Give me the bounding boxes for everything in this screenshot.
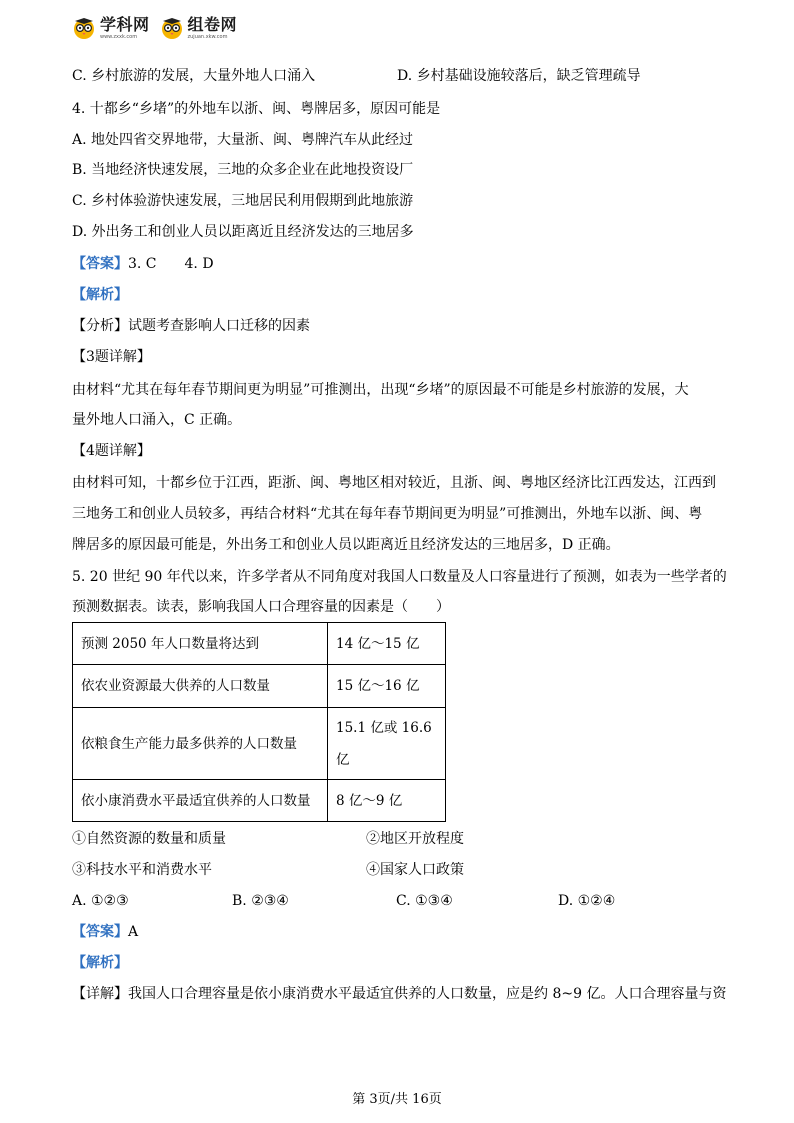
owl-logo-icon <box>72 16 96 40</box>
q3-option-d: D. 乡村基础设施较落后，缺乏管理疏导 <box>397 68 641 84</box>
answer-text: A <box>128 924 139 940</box>
table-cell-value: 15 亿～16 亿 <box>328 665 446 708</box>
answer-tag: 【答案】 <box>72 924 128 940</box>
q4-detail-line2: 三地务工和创业人员较多，再结合材料“尤其在每年春节期间更为明显”可推测出，外地车以浙、闽、粤 <box>72 506 703 522</box>
q4-detail-line3: 牌居多的原因最可能是，外出务工和创业人员以距离近且经济发达的三地居多，D 正确。 <box>72 537 620 553</box>
question-4: 4. 十都乡“乡堵”的外地车以浙、闽、粤牌居多，原因可能是 <box>72 101 441 117</box>
owl-logo-icon <box>160 16 184 40</box>
zujuanwang-logo <box>160 16 238 40</box>
answer-tag: 【答案】 <box>72 256 128 272</box>
table-cell-label: 依小康消费水平最适宜供养的人口数量 <box>73 780 328 822</box>
logo-name: 学科网 <box>100 14 150 34</box>
answer-text: 3. C 4. D <box>128 256 214 272</box>
fenxi-text: 试题考查影响人口迁移的因素 <box>128 318 310 334</box>
q5-option-a: A. ①②③ <box>72 893 129 909</box>
table-cell-value-line1: 15.1 亿或 16.6 <box>336 719 432 736</box>
q4-option-d: D. 外出务工和创业人员以距离近且经济发达的三地居多 <box>72 224 414 240</box>
q4-option-a: A. 地处四省交界地带，大量浙、闽、粤牌汽车从此经过 <box>72 132 414 148</box>
header <box>72 12 237 44</box>
table-row <box>73 780 446 822</box>
question-5-line2: 预测数据表。读表，影响我国人口合理容量的因素是（ ） <box>72 599 450 615</box>
logo-name: 组卷网 <box>187 14 238 34</box>
factor-option-1: ①自然资源的数量和质量 <box>72 831 226 847</box>
analysis-tag: 【解析】 <box>72 287 128 303</box>
answer-line <box>72 254 214 274</box>
table-cell-label: 依粮食生产能力最多供养的人口数量 <box>73 708 328 780</box>
logo-url: zujuan.xkw.com <box>187 33 228 40</box>
question-5-line1: 5. 20 世纪 90 年代以来，许多学者从不同角度对我国人口数量及人口容量进行了预测，如表为一些学者的 <box>72 569 727 585</box>
table-cell-value-line2: 亿 <box>336 751 350 768</box>
table-cell-value: 14 亿～15 亿 <box>328 623 446 665</box>
factor-option-4: ④国家人口政策 <box>366 862 464 878</box>
fenxi-tag: 【分析】 <box>72 318 128 334</box>
factor-option-2: ②地区开放程度 <box>366 831 464 847</box>
answer2-line <box>72 922 138 942</box>
fenxi-line <box>72 316 310 336</box>
table-row <box>73 665 446 708</box>
table-cell-label: 依农业资源最大供养的人口数量 <box>73 665 328 708</box>
factor-option-3: ③科技水平和消费水平 <box>72 862 212 878</box>
q4-detail-line1: 由材料可知，十都乡位于江西，距浙、闽、粤地区相对较近，且浙、闽、粤地区经济比江西发达，江西到 <box>72 475 716 491</box>
analysis2-line <box>72 953 128 973</box>
table-row <box>73 708 446 780</box>
q5-option-d: D. ①②④ <box>558 893 616 909</box>
analysis-tag: 【解析】 <box>72 955 128 971</box>
q3-detail-line1: 由材料“尤其在每年春节期间更为明显”可推测出，出现“乡堵”的原因最不可能是乡村旅游的发展，大 <box>72 382 689 398</box>
table-cell-value: 8 亿～9 亿 <box>328 780 446 822</box>
q5-option-b: B. ②③④ <box>232 893 289 909</box>
detail-tag: 【详解】 <box>72 986 128 1002</box>
q3-detail-line2: 量外地人口涌入，C 正确。 <box>72 412 242 428</box>
analysis-line <box>72 285 128 305</box>
logo-url: www.zxxk.com <box>100 33 138 40</box>
q4-option-b: B. 当地经济快速发展，三地的众多企业在此地投资设厂 <box>72 162 414 178</box>
table-cell-label: 预测 2050 年人口数量将达到 <box>73 623 328 665</box>
table-cell-value <box>328 708 446 780</box>
detail-line <box>72 984 726 1004</box>
table-row <box>73 623 446 665</box>
q4-option-c: C. 乡村体验游快速发展，三地居民利用假期到此地旅游 <box>72 193 414 209</box>
page-number: 第 3页/共 16页 <box>352 1092 442 1107</box>
q4-detail-tag: 【4题详解】 <box>72 443 151 459</box>
xuekewang-logo <box>72 16 150 40</box>
q3-detail-tag: 【3题详解】 <box>72 349 151 365</box>
prediction-table <box>72 622 446 822</box>
q5-option-c: C. ①③④ <box>396 893 453 909</box>
detail-text: 我国人口合理容量是依小康消费水平最适宜供养的人口数量，应是约 8~9 亿。人口合理容量与资 <box>128 986 727 1002</box>
q3-option-c: C. 乡村旅游的发展，大量外地人口涌入 <box>72 68 316 84</box>
